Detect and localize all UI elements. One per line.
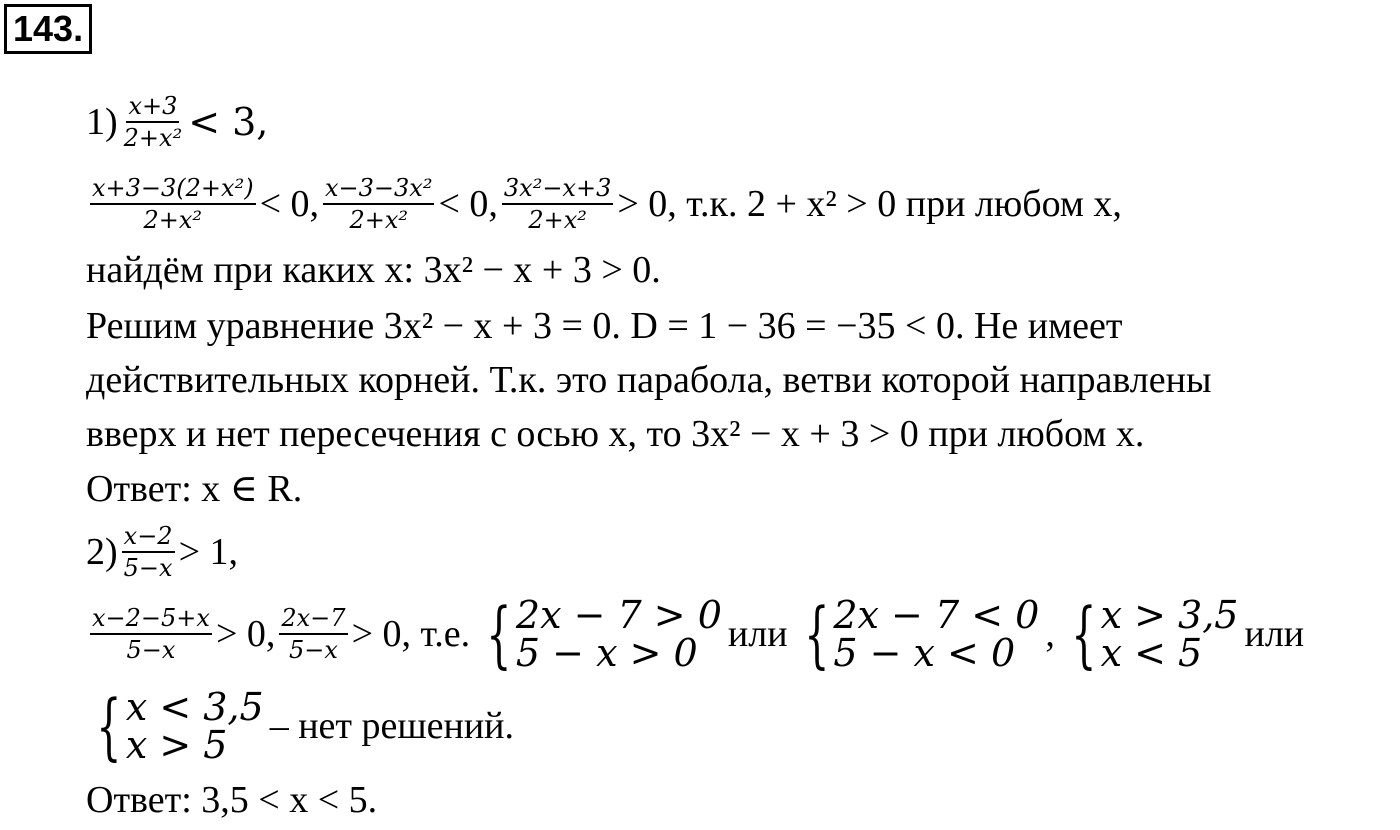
numerator: 2x−7 (279, 603, 347, 635)
system-2 (794, 592, 1040, 676)
text: вверх и нет пересечения с осью x, то 3x² − x + 3 > 0 при любом x. (86, 413, 1145, 455)
system-4 (86, 684, 264, 768)
system-row: x < 3,5 (125, 685, 264, 729)
fraction (323, 173, 434, 235)
math-text: < 0, (438, 183, 498, 225)
system-row: 2x − 7 < 0 (833, 593, 1040, 637)
line-3 (86, 240, 661, 300)
text: действительных корней. Т.к. это парабола, ветви которой направлены (86, 359, 1212, 401)
line-9 (86, 592, 1305, 676)
text: найдём при каких x: 3x² − x + 3 > 0. (86, 249, 661, 291)
item-label-2: 2) (86, 531, 118, 573)
denominator: 5−x (126, 636, 176, 664)
line-8 (86, 522, 238, 582)
answer-2: Ответ: 3,5 < x < 5. (86, 779, 378, 821)
line-2 (86, 174, 1122, 234)
math-text: > 0, (215, 613, 276, 655)
math-text: > 0, т.к. 2 + x² > 0 при любом x, (617, 183, 1122, 225)
fraction (502, 173, 613, 235)
brace-icon: { (486, 592, 512, 676)
system-row: x > 5 (125, 723, 228, 767)
system-row: 5 − x > 0 (515, 631, 698, 675)
system-row: x < 5 (1100, 631, 1203, 675)
denominator: 2+x² (349, 206, 408, 234)
denominator: 2+x² (528, 206, 587, 234)
line-5 (86, 350, 1212, 410)
item-label-1: 1) (86, 101, 118, 143)
numerator: 3x²−x+3 (502, 173, 613, 205)
math-text: < 0, (259, 183, 319, 225)
line-6 (86, 404, 1144, 464)
inequality-text: < 3, (188, 100, 269, 144)
fraction (90, 173, 256, 235)
numerator: x+3−3(2+x²) (90, 173, 256, 205)
comma: , (1045, 613, 1055, 655)
denominator: 2+x² (143, 206, 203, 234)
problem-number: 143. (4, 4, 92, 54)
fraction (90, 603, 212, 665)
system-row: 2x − 7 > 0 (515, 593, 722, 637)
brace-icon: { (803, 592, 830, 676)
line-1 (86, 92, 268, 152)
line-11 (86, 770, 377, 830)
numerator: x−2 (122, 521, 175, 553)
system-3 (1061, 592, 1239, 676)
fraction (122, 521, 175, 583)
math-text: > 0, т.е. (351, 613, 471, 655)
fraction (122, 91, 185, 153)
denominator: 5−x (123, 554, 173, 582)
brace-icon: { (96, 684, 122, 768)
line-4 (86, 296, 1123, 356)
system-row: 5 − x < 0 (833, 631, 1016, 675)
line-10 (86, 684, 514, 768)
numerator: x−3−3x² (323, 173, 434, 205)
denominator: 5−x (289, 636, 338, 664)
or-word: или (1244, 613, 1305, 655)
text: Решим уравнение 3x² − x + 3 = 0. D = 1 − 36 = −35 < 0. Не имеет (86, 305, 1123, 347)
no-solutions-text: – нет решений. (269, 705, 514, 747)
system-1 (476, 592, 722, 676)
inequality-text: > 1, (178, 531, 239, 573)
fraction (279, 603, 347, 665)
system-row: x > 3,5 (1100, 593, 1239, 637)
answer-1: Ответ: x ∈ R. (86, 467, 303, 510)
or-word: или (727, 613, 788, 655)
line-7 (86, 458, 302, 518)
numerator: x+3 (126, 91, 179, 123)
numerator: x−2−5+x (90, 603, 212, 635)
denominator: 2+x² (123, 124, 183, 152)
brace-icon: { (1071, 592, 1097, 676)
